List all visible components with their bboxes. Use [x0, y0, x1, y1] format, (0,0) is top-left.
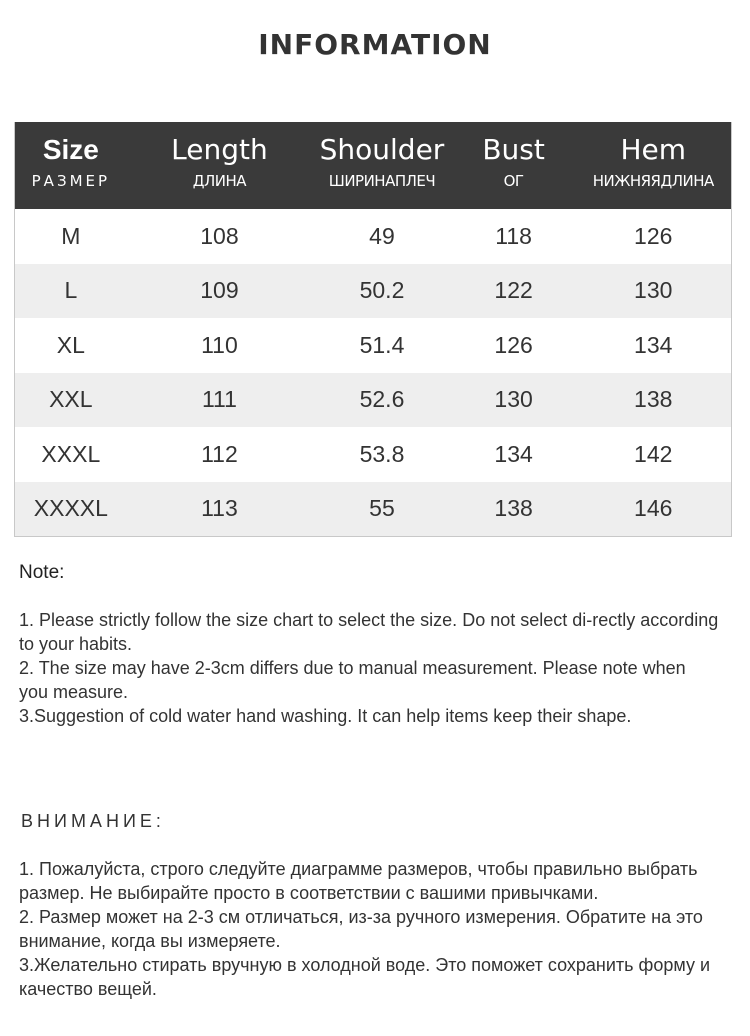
table-row: [15, 482, 731, 537]
ru-note-list: [19, 857, 719, 1001]
table-cell: XL: [56, 331, 85, 358]
table-cell: 51.4: [359, 331, 405, 358]
header-shoulder: [312, 122, 452, 209]
table-cell: 50.2: [359, 277, 405, 304]
header-sub-label: НИЖНЯЯДЛИНА: [592, 172, 714, 190]
table-cell: 134: [494, 440, 533, 467]
header-main-label: Bust: [482, 133, 545, 166]
table-cell: 134: [634, 331, 673, 358]
note-heading: Note:: [19, 562, 65, 583]
table-cell: XXL: [49, 386, 93, 413]
table-cell: 122: [494, 277, 533, 304]
ru-note-item: 2. Размер может на 2-3 см отличаться, из-за ручного измерения. Обратите на это внимание, когда вы измеряете.: [19, 907, 703, 951]
table-row: [15, 318, 731, 373]
header-main-label: Size: [42, 134, 99, 165]
header-sub-label: ШИРИНАПЛЕЧ: [328, 172, 436, 190]
note-item: 3.Suggestion of cold water hand washing. It can help items keep their shape.: [19, 706, 632, 726]
table-body: [15, 209, 731, 536]
table-cell: 138: [494, 495, 533, 522]
table-cell: 49: [369, 222, 395, 249]
header-main-label: Shoulder: [319, 133, 445, 166]
table-cell: 108: [200, 222, 239, 249]
table-cell: 53.8: [359, 440, 405, 467]
ru-note-item: 3.Желательно стирать вручную в холодной воде. Это поможет сохранить форму и качество вещей.: [19, 955, 711, 999]
header-main-label: Length: [171, 133, 268, 166]
table-cell: 111: [201, 386, 237, 413]
table-header: [15, 122, 731, 209]
header-size: [15, 122, 127, 209]
header-sub-label: РАЗМЕР: [31, 172, 111, 190]
table-row: [15, 427, 731, 482]
table-cell: 142: [634, 440, 673, 467]
table-cell: 130: [634, 277, 673, 304]
header-main-label: Hem: [620, 133, 686, 166]
table-cell: 138: [634, 386, 673, 413]
table-cell: 109: [200, 277, 239, 304]
note-list: [19, 608, 719, 728]
table-row: [15, 373, 731, 428]
table-cell: 110: [201, 331, 238, 358]
table-cell: 118: [495, 222, 532, 249]
table-cell: 126: [634, 222, 673, 249]
table-cell: 52.6: [359, 386, 405, 413]
table-cell: 146: [634, 495, 673, 522]
size-chart-table: [14, 122, 732, 537]
header-sub-label: ОГ: [503, 172, 524, 190]
page-title: INFORMATION: [258, 28, 492, 61]
table-cell: 113: [201, 495, 238, 522]
table-cell: XXXXL: [33, 495, 108, 522]
table-cell: L: [64, 277, 78, 304]
header-bust: [452, 122, 576, 209]
table-cell: 130: [494, 386, 533, 413]
table-cell: 55: [369, 495, 395, 522]
table-cell: XXXL: [41, 440, 101, 467]
table-row: [15, 209, 731, 264]
note-item: 2. The size may have 2-3cm differs due to manual measurement. Please note when you measure.: [19, 658, 686, 702]
ru-note-heading: ВНИМАНИЕ:: [21, 811, 165, 831]
header-sub-label: ДЛИНА: [192, 172, 247, 190]
header-length: [127, 122, 312, 209]
table-row: [15, 264, 731, 319]
note-item: 1. Please strictly follow the size chart to select the size. Do not select di-rectly according to your habits.: [19, 610, 719, 654]
table-cell: 112: [201, 440, 238, 467]
ru-note-item: 1. Пожалуйста, строго следуйте диаграмме размеров, чтобы правильно выбрать размер. Не выбирайте просто в соответствии с вашими привычками.: [19, 859, 698, 903]
table-cell: M: [61, 222, 81, 249]
table-cell: 126: [494, 331, 533, 358]
header-hem: [575, 122, 731, 209]
